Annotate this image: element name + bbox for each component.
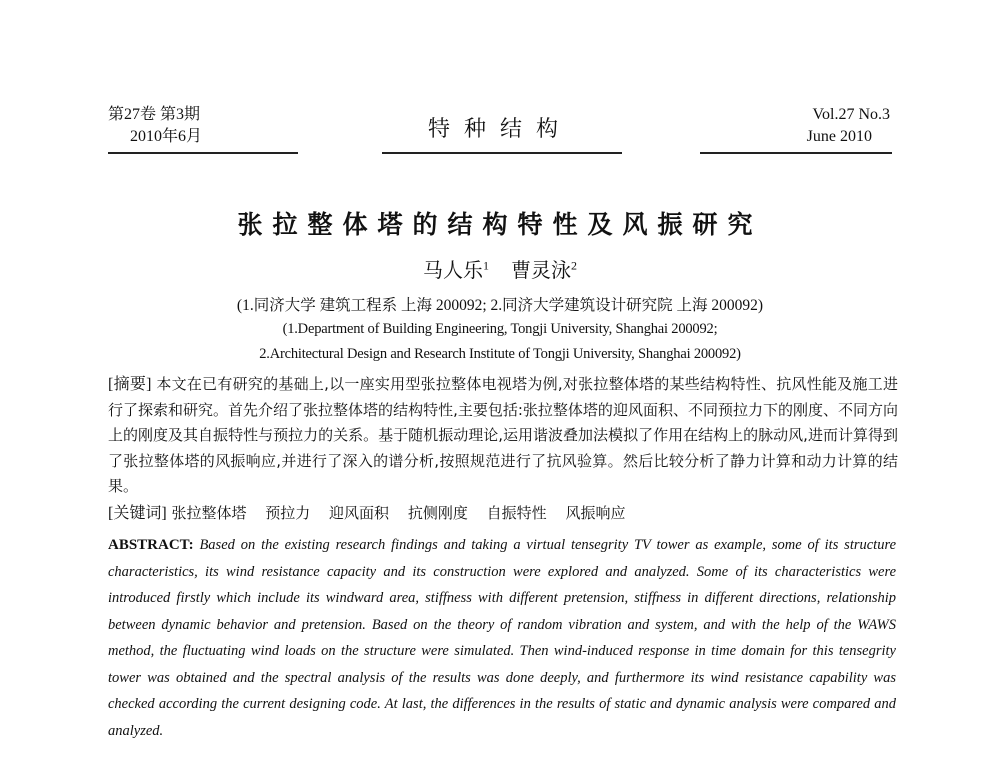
volume-issue-cn: 第27卷 第3期 — [108, 106, 201, 123]
keyword: 预拉力 — [265, 504, 311, 522]
author-name: 曹灵泳 — [511, 260, 571, 282]
date-cn: 2010年6月 — [130, 128, 203, 145]
keyword: 自振特性 — [486, 504, 547, 522]
abstract-en-label: ABSTRACT: — [108, 537, 194, 553]
keyword: 张拉整体塔 — [171, 504, 247, 522]
paper-title: 张拉整体塔的结构特性及风振研究 — [237, 210, 763, 239]
keyword: 风振响应 — [565, 504, 626, 522]
abstract-en — [108, 532, 896, 744]
abstract-cn-text: 本文在已有研究的基础上,以一座实用型张拉整体电视塔为例,对张拉整体塔的某些结构特性、抗风性能及施工进行了探索和研究。首先介绍了张拉整体塔的结构特性,主要包括:张拉整体塔的迎风面积、不同预拉力下的刚度、不同方向上的刚度及其自振特性与预拉力的关系。基于随机振动理论,运用谐波叠加法模拟了作用在结构上的脉动风,进而计算得到了张拉整体塔的风振响应,并进行了深入的谱分析,按照规范进行了抗风验算。然后比较分析了静力计算和动力计算的结果。 — [108, 375, 898, 495]
author-affil-mark: 1 — [483, 258, 489, 273]
abstract-cn-label: [摘要] — [108, 376, 152, 393]
affiliation-en-2: 2.Architectural Design and Research Institute of Tongji University, Shanghai 200092) — [259, 346, 741, 362]
journal-issue-en — [807, 104, 890, 148]
header-rule-left — [108, 152, 298, 154]
keywords-label: [关键词] — [108, 505, 167, 522]
affiliation-en-1: (1.Department of Building Engineering, Tongji University, Shanghai 200092; — [282, 321, 718, 337]
abstract-en-text: Based on the existing research findings and taking a virtual tensegrity TV tower as example, some of its structure characteristics, its wind resistance capacity and its construction were explored and analyzed. Some of its characteristics were introduced firstly which include its windward area, stiffness with different pretension, stiffness in different directions, relationship between dynamic behavior and pretension. Based on the theory of random vibration and system, and with the help of the WAWS method, the fluctuating wind loads on the structure were simulated. Then wind-induced response in time domain for this tensegrity tower was obtained and the spectral analysis of the results was done deeply, and furthermore its wind resistance capability was checked according the current designing code. At last, the differences in the results of static and dynamic analysis were compared and analyzed. — [108, 537, 897, 739]
keywords — [108, 500, 898, 523]
volume-issue-en: Vol.27 No.3 — [812, 106, 890, 123]
affiliation-cn: (1.同济大学 建筑工程系 上海 200092; 2.同济大学建筑设计研究院 上海 200092) — [236, 297, 764, 314]
date-en: June 2010 — [806, 128, 872, 145]
abstract-cn — [108, 372, 898, 500]
keyword: 迎风面积 — [329, 504, 390, 522]
author-name: 马人乐 — [423, 260, 483, 282]
header-rule-right — [700, 152, 892, 154]
keyword: 抗侧刚度 — [407, 504, 468, 522]
author-affil-mark: 2 — [571, 258, 577, 273]
journal-name: 特种结构 — [427, 116, 572, 141]
authors — [0, 254, 1000, 283]
header-rule-center — [382, 152, 622, 154]
